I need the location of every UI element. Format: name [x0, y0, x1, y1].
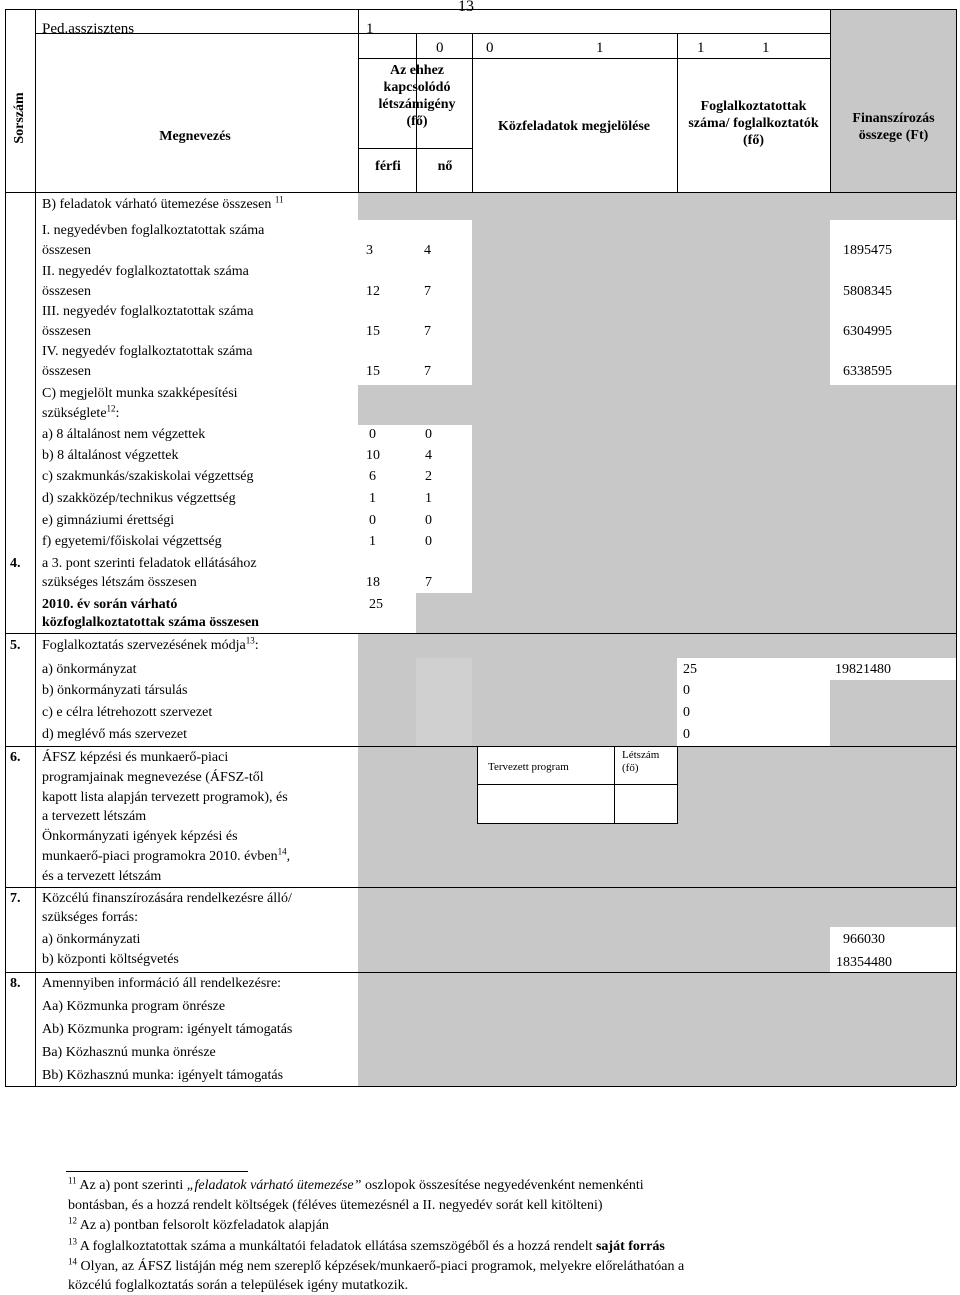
fn13-a: A foglalkoztatottak száma a munkáltatói feladatok ellátása szemszögéből és a hozzá rendelt — [79, 1239, 596, 1254]
tervezett-program-input[interactable] — [477, 784, 615, 824]
col-no-line — [472, 33, 473, 192]
q4-ferfi: 15 — [366, 364, 380, 379]
row5-sup: 13 — [245, 635, 255, 646]
edu-a-label: a) 8 általánost nem végzettek — [42, 427, 206, 442]
row6-num: 6. — [10, 750, 21, 765]
gray-b-row — [358, 192, 956, 220]
row6-line5: Önkormányzati igények képzési és — [42, 829, 238, 844]
footnote-12 — [68, 1216, 329, 1235]
q1-no: 4 — [424, 243, 431, 258]
gray-5-cols-b — [416, 658, 472, 746]
gray-5-cols-c — [472, 658, 677, 746]
row4-ferfi: 18 — [366, 575, 380, 590]
edu-f-no: 0 — [425, 534, 432, 549]
q4-amount: 6338595 — [843, 364, 892, 379]
top-cell-3: 1 — [697, 40, 705, 56]
footnote-11-line1 — [68, 1176, 644, 1195]
row8-label: Amennyiben információ áll rendelkezésre: — [42, 976, 282, 991]
section-c-text: szükséglete — [42, 406, 107, 421]
row8-item-bb: Bb) Közhasznú munka: igényelt támogatás — [42, 1068, 284, 1083]
row5-text: Foglalkoztatás szervezésének módja — [42, 638, 246, 653]
top-cell-4: 1 — [762, 40, 770, 56]
header-no: nő — [437, 159, 453, 174]
section-c-colon: : — [115, 406, 120, 421]
top-cell-2: 1 — [596, 40, 604, 56]
row6-line7: és a tervezett létszám — [42, 869, 162, 884]
row6-comma: , — [286, 849, 291, 864]
gray-2010-right — [416, 593, 956, 633]
fn11-num: 11 — [68, 1175, 77, 1186]
fn11-italic: „feladatok várható ütemezése” — [186, 1178, 362, 1193]
row6-line2: programjainak megnevezése (ÁFSZ-től — [42, 770, 264, 785]
header-sorszam — [8, 92, 32, 180]
row6-line6 — [42, 848, 290, 865]
gray-5-header — [358, 633, 956, 658]
fn14-num: 14 — [68, 1256, 77, 1267]
gray-7-left — [358, 887, 830, 972]
edu-d-no: 1 — [425, 491, 432, 506]
header-letszam: Az ehhez kapcsolódó létszámigény (fő) — [378, 63, 456, 129]
section-c-line1: C) megjelölt munka szakképesítési — [42, 386, 238, 401]
row-8-line — [5, 972, 956, 973]
q2-line1: II. negyedév foglalkoztatottak száma — [42, 264, 249, 279]
fn14-text: Olyan, az ÁFSZ listáján még nem szereplő képzések/munkaerő-piaci programok, melyekre előreláthatóan a — [80, 1259, 685, 1274]
q2-line2: összesen — [42, 284, 91, 299]
row5-c-count: 0 — [683, 705, 690, 720]
row4-line2: szükséges létszám összesen — [42, 575, 197, 590]
row8-num: 8. — [10, 976, 21, 991]
border-bottom — [5, 1086, 956, 1087]
row5-colon: : — [254, 638, 259, 653]
section-c-line2 — [42, 405, 119, 422]
edu-e-label: e) gimnáziumi érettségi — [42, 513, 175, 528]
row6-line1: ÁFSZ képzési és munkaerő-piaci — [42, 750, 229, 765]
edu-e-ferfi: 0 — [369, 513, 376, 528]
row6-line6-text: munkaerő-piaci programokra 2010. évben — [42, 849, 278, 864]
footnote-14-line2: közcélú foglalkoztatás során a települések igény mutatkozik. — [68, 1278, 409, 1293]
row8-item-ba: Ba) Közhasznú munka önrésze — [42, 1045, 216, 1060]
q3-line1: III. negyedév foglalkoztatottak száma — [42, 304, 254, 319]
top-cell-0: 0 — [436, 40, 444, 56]
row5-a-amount: 19821480 — [835, 662, 891, 677]
col-megnev-line — [358, 9, 359, 192]
q3-ferfi: 15 — [366, 324, 380, 339]
row5-a-label: a) önkormányzat — [42, 662, 137, 677]
header-ferfi: férfi — [375, 159, 401, 174]
gray-8 — [358, 972, 956, 1086]
edu-e-no: 0 — [425, 513, 432, 528]
row4-line1: a 3. pont szerinti feladatok ellátásához — [42, 556, 257, 571]
q2-ferfi: 12 — [366, 284, 380, 299]
section-b-label — [42, 196, 284, 213]
header-megnevezes: Megnevezés — [159, 129, 231, 144]
row7-a-label: a) önkormányzati — [42, 932, 141, 947]
row7-line1: Közcélú finanszírozására rendelkezésre álló/ — [42, 891, 292, 906]
row-7-line — [5, 887, 956, 888]
edu-d-label: d) szakközép/technikus végzettség — [42, 491, 236, 506]
row7-b-amount: 18354480 — [836, 955, 892, 970]
edu-a-ferfi: 0 — [369, 427, 376, 442]
row7-b-label: b) központi költségvetés — [42, 952, 179, 967]
row2010-line1: 2010. év során várható — [42, 597, 178, 612]
edu-a-no: 0 — [425, 427, 432, 442]
header-kozfeladatok: Közfeladatok megjelölése — [497, 119, 650, 134]
edu-b-label: b) 8 általánost végzettek — [42, 448, 179, 463]
ped-asszisztens-ferfi: 1 — [366, 21, 374, 37]
footnote-11-line2: bontásban, és a hozzá rendelt költségek (féléves ütemezésnél a II. negyedév sorát kell kitölteni) — [68, 1198, 603, 1213]
gray-7-fin — [830, 887, 956, 927]
hdr-line2 — [358, 58, 830, 59]
row2010-value: 25 — [369, 597, 383, 612]
row6-sup: 14 — [277, 846, 287, 857]
footnote-14-line1 — [68, 1257, 684, 1276]
row8-item-ab: Ab) Közmunka program: igényelt támogatás — [42, 1022, 293, 1037]
page-number: 13 — [458, 0, 474, 15]
q1-line1: I. negyedévben foglalkoztatottak száma — [42, 223, 265, 238]
q4-no: 7 — [424, 364, 431, 379]
gray-edu-right — [472, 425, 956, 593]
q1-ferfi: 3 — [366, 243, 373, 258]
row6-line4: a tervezett létszám — [42, 809, 147, 824]
border-right — [956, 9, 957, 1086]
row5-b-label: b) önkormányzati társulás — [42, 683, 188, 698]
row7-num: 7. — [10, 891, 21, 906]
edu-b-ferfi: 10 — [366, 448, 380, 463]
tervezett-program-label: Tervezett program — [488, 761, 569, 773]
edu-b-no: 4 — [425, 448, 432, 463]
border-left — [5, 9, 6, 1086]
q3-no: 7 — [424, 324, 431, 339]
row5-num: 5. — [10, 638, 21, 653]
row-6-line — [5, 746, 956, 747]
q3-amount: 6304995 — [843, 324, 892, 339]
row6-line3: kapott lista alapján tervezett programok), és — [42, 790, 288, 805]
fn11-b: oszlopok összesítése negyedévenként nemenkénti — [361, 1178, 644, 1193]
row5-c-label: c) e célra létrehozott szervezet — [42, 705, 213, 720]
fn11-a: Az a) pont szerinti — [79, 1178, 187, 1193]
fn12-text: Az a) pontban felsorolt közfeladatok alapján — [79, 1218, 329, 1233]
letszam-input[interactable] — [614, 784, 678, 824]
col-koz-line — [677, 33, 678, 192]
row-5-line — [5, 633, 956, 634]
header-bottom — [5, 192, 956, 193]
header-foglalkoztatottak: Foglalkoztatottak száma/ foglalkoztatók (fő) — [688, 99, 819, 148]
border-top — [5, 9, 956, 10]
gray-c-header — [358, 385, 956, 425]
gray-5-fin-b — [830, 680, 956, 746]
edu-c-label: c) szakmunkás/szakiskolai végzettség — [42, 469, 254, 484]
row7-line2: szükséges forrás: — [42, 910, 139, 925]
edu-f-ferfi: 1 — [369, 534, 376, 549]
row5-a-count: 25 — [683, 662, 697, 677]
q4-line1: IV. negyedév foglalkoztatottak száma — [42, 344, 253, 359]
section-c-sup: 12 — [106, 403, 116, 414]
q2-amount: 5808345 — [843, 284, 892, 299]
footnote-rule — [66, 1171, 248, 1172]
row8-item-aa: Aa) Közmunka program önrésze — [42, 999, 226, 1014]
row5-d-label: d) meglévő más szervezet — [42, 727, 187, 742]
gray-quarters-mid — [472, 220, 830, 385]
edu-c-ferfi: 6 — [369, 469, 376, 484]
letszam-label: Létszám (fő) — [622, 749, 660, 774]
q2-no: 7 — [424, 284, 431, 299]
row4-num: 4. — [10, 556, 21, 571]
footnote-13 — [68, 1237, 665, 1256]
hdr-line3 — [358, 148, 472, 149]
fn13-bold: saját forrás — [595, 1239, 665, 1254]
gray-5-cols-a — [358, 658, 416, 746]
row5-d-count: 0 — [683, 727, 690, 742]
q4-line2: összesen — [42, 364, 91, 379]
row5-label — [42, 637, 259, 654]
row7-a-amount: 966030 — [843, 932, 885, 947]
hdr-row-line — [35, 33, 830, 34]
fn12-num: 12 — [68, 1215, 77, 1226]
fn13-num: 13 — [68, 1236, 77, 1247]
section-b-sup: 11 — [274, 194, 284, 205]
edu-f-label: f) egyetemi/főiskolai végzettség — [42, 534, 222, 549]
q1-line2: összesen — [42, 243, 91, 258]
edu-d-ferfi: 1 — [369, 491, 376, 506]
section-b-text: B) feladatok várható ütemezése összesen — [42, 197, 272, 212]
col-sorszam-line — [35, 9, 36, 1086]
gray-header-fin — [830, 9, 956, 192]
row4-no: 7 — [425, 575, 432, 590]
row2010-line2: közfoglalkoztatottak száma összesen — [42, 615, 259, 630]
q3-line2: összesen — [42, 324, 91, 339]
col-fin-line — [830, 9, 831, 192]
q1-amount: 1895475 — [843, 243, 892, 258]
header-sorszam-text: Sorszám — [12, 92, 27, 144]
edu-c-no: 2 — [425, 469, 432, 484]
top-cell-1: 0 — [486, 40, 494, 56]
row5-b-count: 0 — [683, 683, 690, 698]
ped-asszisztens-label: Ped.asszisztens — [42, 21, 135, 37]
header-finanszirozas: Finanszírozás összege (Ft) — [852, 111, 935, 143]
